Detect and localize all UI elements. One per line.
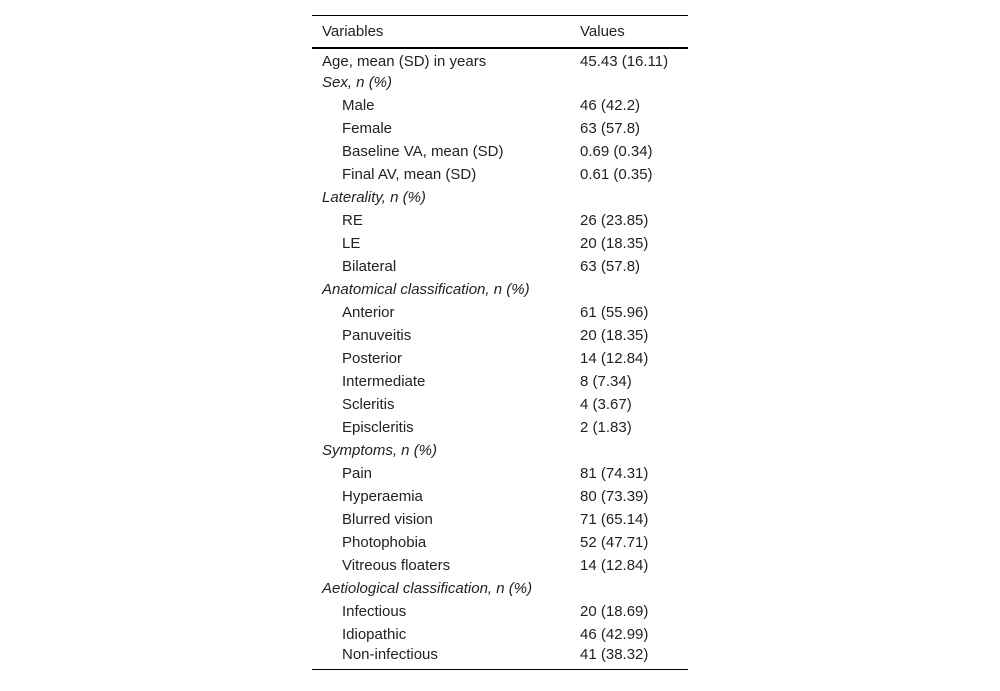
variable-value: 4 (3.67) xyxy=(580,396,632,413)
table-header xyxy=(312,16,688,49)
variable-value: 45.43 (16.11) xyxy=(580,52,669,70)
variable-label: Hyperaemia xyxy=(342,488,423,505)
table-row xyxy=(312,117,688,140)
variable-label: LE xyxy=(342,235,361,252)
variable-label: Blurred vision xyxy=(342,511,433,528)
variable-value xyxy=(570,71,688,94)
variable-value: 71 (65.14) xyxy=(580,511,649,528)
table-row xyxy=(312,140,688,163)
variable-label: Final AV, mean (SD) xyxy=(342,166,477,183)
variable-label: Infectious xyxy=(342,603,407,620)
variable-value: 20 (18.69) xyxy=(580,603,649,620)
variable-label: Age, mean (SD) in years xyxy=(322,52,487,70)
variable-label: Scleritis xyxy=(342,396,395,413)
header-row xyxy=(312,16,688,49)
variable-value: 63 (57.8) xyxy=(580,258,641,275)
variable-label: Photophobia xyxy=(342,534,427,551)
table-row xyxy=(312,554,688,577)
variable-label: Baseline VA, mean (SD) xyxy=(342,143,504,160)
variable-label: Female xyxy=(342,120,393,137)
table-row xyxy=(312,301,688,324)
variable-value: 63 (57.8) xyxy=(580,120,641,137)
section-label: Laterality, n (%) xyxy=(322,189,426,206)
variable-value: 46 (42.2) xyxy=(580,97,641,114)
variable-label: Non-infectious xyxy=(342,646,438,664)
variable-label: Anterior xyxy=(342,304,395,321)
variable-label: Posterior xyxy=(342,350,403,367)
data-table-container xyxy=(312,15,688,670)
variable-value xyxy=(570,278,688,301)
variable-value xyxy=(570,186,688,209)
variable-value: 52 (47.71) xyxy=(580,534,649,551)
table-row xyxy=(312,485,688,508)
table-row xyxy=(312,324,688,347)
variable-value: 0.61 (0.35) xyxy=(580,166,653,183)
variable-label: Vitreous floaters xyxy=(342,557,451,574)
variable-label: Male xyxy=(342,97,375,114)
variable-value xyxy=(570,577,688,600)
table-row xyxy=(312,48,688,71)
variable-value: 8 (7.34) xyxy=(580,373,632,390)
variable-value xyxy=(570,439,688,462)
variable-value: 80 (73.39) xyxy=(580,488,649,505)
table-row xyxy=(312,462,688,485)
table-row xyxy=(312,163,688,186)
table-row xyxy=(312,416,688,439)
table-row xyxy=(312,232,688,255)
table-row xyxy=(312,94,688,117)
variable-value: 20 (18.35) xyxy=(580,327,649,344)
table-section-row xyxy=(312,71,688,94)
variable-label: Intermediate xyxy=(342,373,426,390)
table-section-row xyxy=(312,278,688,301)
variable-value: 46 (42.99) xyxy=(580,626,649,643)
section-label: Anatomical classification, n (%) xyxy=(322,281,530,298)
header-values: Values xyxy=(580,23,625,40)
table-section-row xyxy=(312,439,688,462)
table-row xyxy=(312,347,688,370)
table-row xyxy=(312,531,688,554)
table-section-row xyxy=(312,186,688,209)
variable-value: 2 (1.83) xyxy=(580,419,632,436)
variable-label: Idiopathic xyxy=(342,626,407,643)
variable-value: 81 (74.31) xyxy=(580,465,649,482)
variable-value: 14 (12.84) xyxy=(580,557,649,574)
variable-value: 20 (18.35) xyxy=(580,235,649,252)
variable-value: 61 (55.96) xyxy=(580,304,649,321)
variable-label: Episcleritis xyxy=(342,419,414,436)
table-row xyxy=(312,370,688,393)
variable-value: 14 (12.84) xyxy=(580,350,649,367)
variable-value: 41 (38.32) xyxy=(580,646,649,664)
variable-label: Panuveitis xyxy=(342,327,412,344)
table-row xyxy=(312,600,688,623)
section-label: Aetiological classification, n (%) xyxy=(322,580,533,597)
variable-value: 26 (23.85) xyxy=(580,212,649,229)
table-section-row xyxy=(312,577,688,600)
table-row xyxy=(312,646,688,669)
demographics-table xyxy=(312,15,688,670)
header-variables: Variables xyxy=(322,23,384,40)
section-label: Sex, n (%) xyxy=(322,74,393,91)
variable-label: Bilateral xyxy=(342,258,397,275)
table-row xyxy=(312,623,688,646)
table-row xyxy=(312,508,688,531)
variable-label: RE xyxy=(342,212,363,229)
table-row xyxy=(312,209,688,232)
table-row xyxy=(312,393,688,416)
variable-label: Pain xyxy=(342,465,373,482)
section-label: Symptoms, n (%) xyxy=(322,442,438,459)
table-body xyxy=(312,48,688,669)
variable-value: 0.69 (0.34) xyxy=(580,143,653,160)
table-row xyxy=(312,255,688,278)
